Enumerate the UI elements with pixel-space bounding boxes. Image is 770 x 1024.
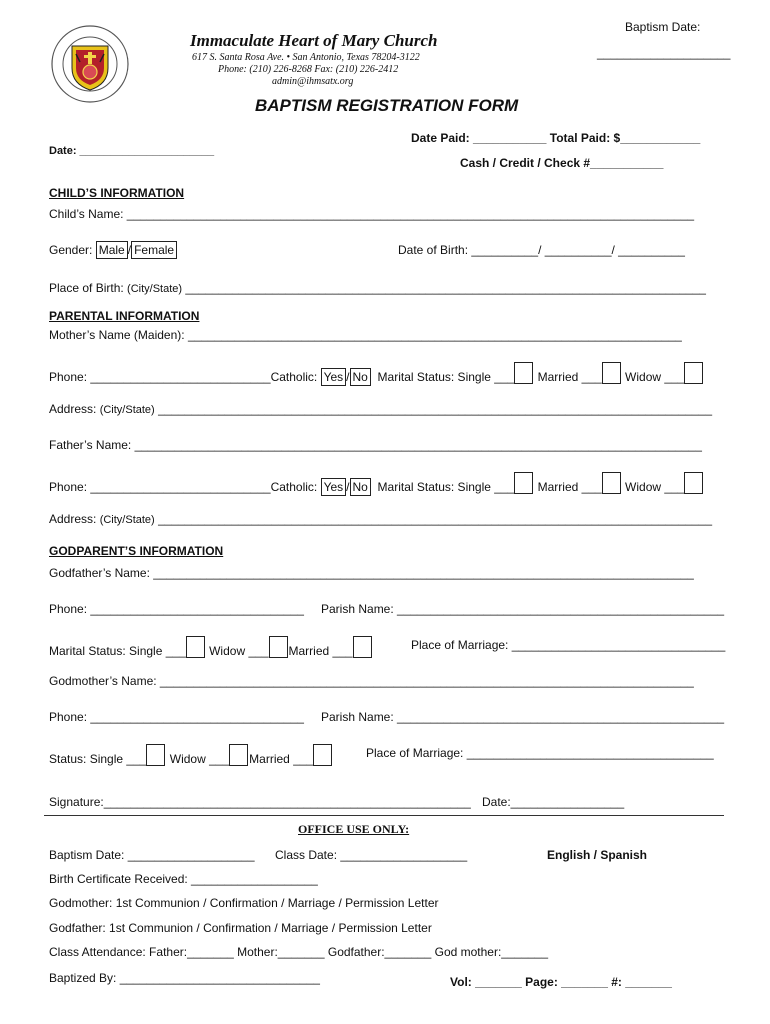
godmother-widow-label: Widow <box>169 752 206 766</box>
form-title: BAPTISM REGISTRATION FORM <box>255 96 519 115</box>
godfather-widow-label: Widow <box>209 644 246 658</box>
gender-female-option[interactable]: Female <box>131 241 177 259</box>
form-date-field[interactable]: Date: ______________________ <box>49 145 215 157</box>
date-paid-total-paid-field[interactable]: Date Paid: ___________ Total Paid: $____________ <box>411 131 701 145</box>
father-address-row[interactable] <box>49 512 712 526</box>
godmother-parish-field[interactable]: Parish Name: _________________________________________________ <box>321 710 725 724</box>
father-phone-row <box>49 472 704 496</box>
godmother-single-blank: ___ <box>126 752 147 766</box>
father-address-line[interactable]: ___________________________________________________________________________________ <box>158 512 712 526</box>
baptism-date-field[interactable]: ____________________ <box>597 46 731 60</box>
father-catholic-no[interactable]: No <box>350 478 371 496</box>
father-phone-field[interactable]: Phone: ___________________________ <box>49 480 271 494</box>
place-of-birth-hint: (City/State) <box>127 283 183 295</box>
godparent-info-heading: GODPARENT’S INFORMATION <box>49 544 224 558</box>
mother-widow-blank: ___ <box>664 370 685 384</box>
godmother-place-of-marriage-field[interactable]: Place of Marriage: _____________________________________ <box>366 746 714 760</box>
godfather-widow-blank: ___ <box>248 644 269 658</box>
godfather-place-of-marriage-field[interactable]: Place of Marriage: ________________________________ <box>411 638 726 652</box>
father-widow-label: Widow <box>625 480 662 494</box>
office-language: English / Spanish <box>547 848 648 862</box>
father-single-checkbox[interactable] <box>514 472 533 494</box>
place-of-birth-row[interactable] <box>49 281 706 295</box>
church-phone-fax: Phone: (210) 226-8268 Fax: (210) 226-2412 <box>218 64 399 75</box>
mother-address-line[interactable]: ___________________________________________________________________________________ <box>158 402 712 416</box>
godmother-married-label: Married <box>249 752 290 766</box>
father-widow-checkbox[interactable] <box>684 472 703 494</box>
father-marital-label: Marital Status: Single <box>377 480 491 494</box>
godmother-married-checkbox[interactable] <box>313 744 332 766</box>
mother-widow-checkbox[interactable] <box>684 362 703 384</box>
godmother-widow-blank: ___ <box>209 752 230 766</box>
father-catholic-separator: / <box>346 480 350 494</box>
mother-address-label: Address: <box>49 402 97 416</box>
godmother-status-row <box>49 744 333 766</box>
birth-certificate-field[interactable]: Birth Certificate Received: ___________________ <box>49 872 318 886</box>
child-name-field[interactable]: Child’s Name: _____________________________________________________________________________________ <box>49 207 695 221</box>
mother-single-checkbox[interactable] <box>514 362 533 384</box>
mother-catholic-separator: / <box>346 370 350 384</box>
parental-info-heading: PARENTAL INFORMATION <box>49 309 200 323</box>
godfather-name-field[interactable]: Godfather’s Name: _________________________________________________________________________________ <box>49 566 694 580</box>
mother-phone-field[interactable]: Phone: ___________________________ <box>49 370 271 384</box>
church-email: admin@ihmsatx.org <box>272 76 354 87</box>
place-of-birth-label: Place of Birth: <box>49 281 124 295</box>
office-baptism-date-field[interactable]: Baptism Date: ___________________ <box>49 848 255 862</box>
father-address-label: Address: <box>49 512 97 526</box>
baptism-date-label: Baptism Date: <box>625 20 701 34</box>
father-catholic-yes[interactable]: Yes <box>321 478 347 496</box>
mother-catholic-yes[interactable]: Yes <box>321 368 347 386</box>
payment-method-field[interactable]: Cash / Credit / Check #___________ <box>460 156 664 170</box>
mother-address-hint: (City/State) <box>99 404 155 416</box>
godmother-phone-field[interactable]: Phone: ________________________________ <box>49 710 304 724</box>
mother-widow-label: Widow <box>625 370 662 384</box>
mother-address-row[interactable] <box>49 402 712 416</box>
father-married-blank: ___ <box>581 480 602 494</box>
mother-married-checkbox[interactable] <box>602 362 621 384</box>
godfather-phone-field[interactable]: Phone: ________________________________ <box>49 602 304 616</box>
signature-date-field[interactable]: Date:_________________ <box>482 795 625 809</box>
godfather-single-checkbox[interactable] <box>186 636 205 658</box>
office-class-date-field[interactable]: Class Date: ___________________ <box>275 848 468 862</box>
godmother-married-blank: ___ <box>293 752 314 766</box>
gender-separator: / <box>127 243 132 257</box>
baptized-by-field[interactable]: Baptized By: ______________________________ <box>49 971 320 985</box>
vol-page-number-field[interactable]: Vol: _______ Page: _______ #: _______ <box>450 975 672 989</box>
church-address: 617 S. Santa Rosa Ave. • San Antonio, Texas 78204-3122 <box>192 52 420 63</box>
date-of-birth-field[interactable]: Date of Birth: __________/ __________/ __________ <box>398 243 685 257</box>
class-attendance-field[interactable]: Class Attendance: Father:_______ Mother:_______ Godfather:_______ God mother:_______ <box>49 945 549 959</box>
father-widow-blank: ___ <box>664 480 685 494</box>
child-info-heading: CHILD’S INFORMATION <box>49 186 185 200</box>
godfather-married-blank: ___ <box>332 644 353 658</box>
godfather-parish-field[interactable]: Parish Name: _________________________________________________ <box>321 602 725 616</box>
father-single-blank: ___ <box>494 480 515 494</box>
mother-marital-label: Marital Status: Single <box>377 370 491 384</box>
godmother-sacraments-line: Godmother: 1st Communion / Confirmation / Marriage / Permission Letter <box>49 896 439 910</box>
church-seal-logo <box>50 24 130 104</box>
mother-married-blank: ___ <box>581 370 602 384</box>
office-use-heading: OFFICE USE ONLY: <box>298 822 410 836</box>
mother-catholic-no[interactable]: No <box>350 368 371 386</box>
mother-catholic-label: Catholic: <box>270 370 318 384</box>
mother-married-label: Married <box>537 370 579 384</box>
godmother-name-field[interactable]: Godmother’s Name: ________________________________________________________________________________ <box>49 674 694 688</box>
godfather-married-label: Married <box>288 644 330 658</box>
godfather-sacraments-line: Godfather: 1st Communion / Confirmation / Marriage / Permission Letter <box>49 921 432 935</box>
father-name-field[interactable]: Father’s Name: _____________________________________________________________________________________ <box>49 438 702 452</box>
office-divider <box>44 815 724 816</box>
signature-field[interactable]: Signature:_______________________________________________________ <box>49 795 471 809</box>
godfather-married-checkbox[interactable] <box>353 636 372 658</box>
gender-label: Gender: <box>49 243 93 257</box>
godmother-status-label: Status: Single <box>49 752 124 766</box>
gender-male-option[interactable]: Male <box>96 241 128 259</box>
godfather-single-blank: ___ <box>165 644 186 658</box>
father-married-checkbox[interactable] <box>602 472 621 494</box>
father-married-label: Married <box>537 480 579 494</box>
godmother-widow-checkbox[interactable] <box>229 744 248 766</box>
father-address-hint: (City/State) <box>99 514 155 526</box>
godfather-widow-checkbox[interactable] <box>269 636 288 658</box>
father-catholic-label: Catholic: <box>270 480 318 494</box>
godfather-marital-label: Marital Status: Single <box>49 644 163 658</box>
gender-row <box>49 241 177 259</box>
church-name: Immaculate Heart of Mary Church <box>190 31 438 50</box>
godmother-single-checkbox[interactable] <box>146 744 165 766</box>
place-of-birth-line[interactable]: ______________________________________________________________________________ <box>185 281 706 295</box>
godfather-marital-row <box>49 636 373 658</box>
mother-single-blank: ___ <box>494 370 515 384</box>
mother-phone-row <box>49 362 704 386</box>
mother-name-field[interactable]: Mother’s Name (Maiden): __________________________________________________________________________ <box>49 328 682 342</box>
